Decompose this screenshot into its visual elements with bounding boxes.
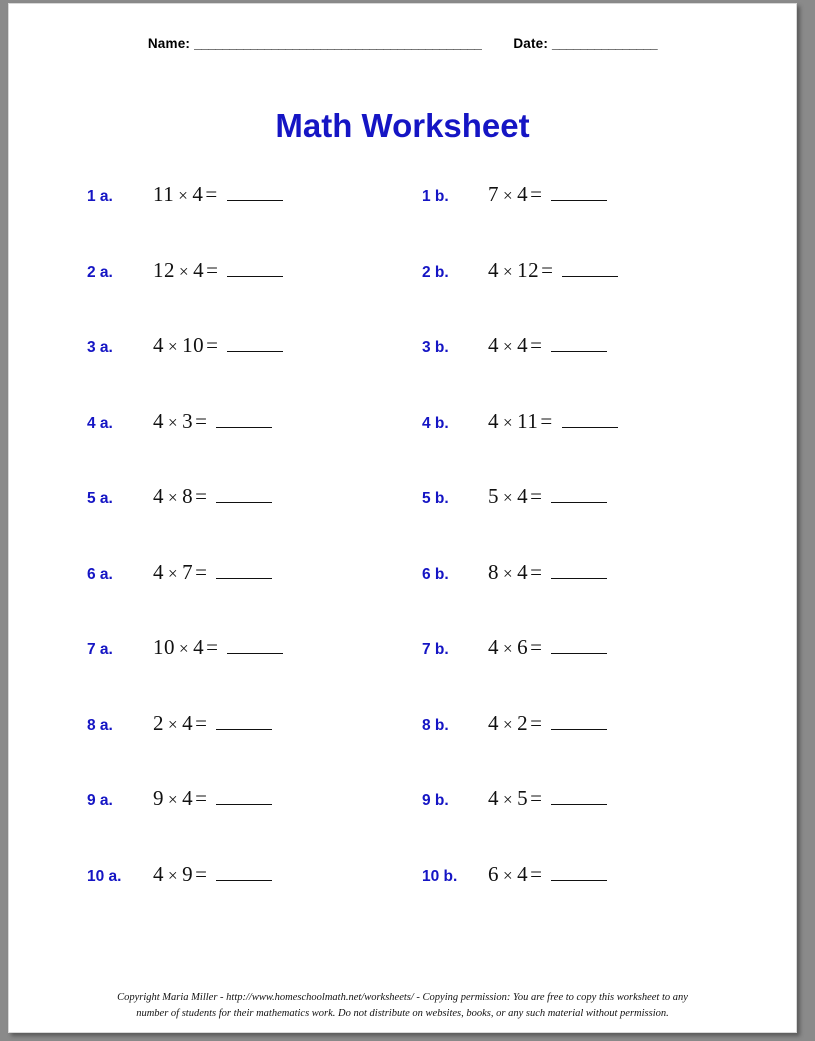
problem-label: 7 b. — [422, 641, 449, 658]
multiply-icon: × — [503, 261, 514, 281]
problem-item — [87, 409, 272, 449]
problem-item — [87, 862, 272, 902]
multiply-icon: × — [168, 865, 179, 885]
multiply-icon: × — [179, 261, 190, 281]
problem-label: 10 a. — [87, 867, 122, 885]
answer-blank[interactable] — [551, 862, 607, 881]
operand-left: 8 — [488, 559, 499, 584]
multiply-icon: × — [168, 488, 179, 507]
problem-expression — [153, 409, 272, 434]
answer-blank[interactable] — [551, 560, 607, 579]
answer-blank[interactable] — [227, 333, 283, 352]
problem-item — [422, 635, 607, 675]
problem-item — [422, 560, 607, 600]
problem-label: 4 a. — [87, 414, 113, 432]
multiply-icon: × — [503, 186, 514, 205]
problem-expression — [153, 711, 272, 736]
problem-item — [87, 786, 272, 826]
answer-blank[interactable] — [551, 484, 607, 503]
problem-label: 2 b. — [422, 263, 449, 281]
problem-row — [9, 409, 796, 485]
operand-left: 4 — [153, 408, 164, 433]
problem-label: 6 a. — [87, 565, 113, 583]
problem-item — [87, 182, 283, 222]
multiply-icon: × — [503, 488, 514, 507]
multiply-icon: × — [168, 337, 179, 356]
problem-expression — [153, 484, 272, 509]
answer-blank[interactable] — [227, 258, 283, 277]
multiply-icon: × — [503, 714, 514, 734]
operand-left: 4 — [488, 710, 499, 735]
problem-label: 3 b. — [422, 339, 449, 356]
problem-row — [9, 333, 796, 409]
problem-label: 5 a. — [87, 490, 113, 507]
answer-blank[interactable] — [227, 635, 283, 654]
multiply-icon: × — [179, 639, 190, 658]
multiply-icon: × — [503, 337, 514, 356]
operand-left: 4 — [153, 559, 164, 584]
multiply-icon: × — [168, 790, 179, 809]
problem-label: 4 b. — [422, 414, 449, 432]
multiply-icon: × — [503, 563, 514, 583]
problem-row — [9, 484, 796, 560]
copyright-line-1: Copyright Maria Miller - http://www.homeschoolmath.net/worksheets/ - Copying permission: You are free to copy this worksheet to any — [117, 992, 688, 1003]
answer-blank[interactable] — [562, 409, 618, 428]
operand-right: 4 — [517, 333, 529, 357]
operand-right: 6 — [517, 635, 529, 659]
date-input-rule[interactable]: _______________ — [552, 36, 658, 51]
name-date-row — [9, 36, 796, 51]
equals-sign: = — [540, 408, 553, 433]
operand-right: 4 — [193, 635, 205, 659]
equals-sign: = — [195, 484, 208, 508]
problem-expression — [153, 635, 283, 660]
operand-left: 4 — [488, 257, 499, 282]
problem-label: 8 b. — [422, 716, 449, 734]
operand-right: 8 — [182, 484, 194, 508]
answer-blank[interactable] — [562, 258, 618, 277]
problem-expression — [153, 258, 283, 283]
operand-left: 5 — [488, 484, 499, 508]
equals-sign: = — [206, 635, 219, 659]
operand-right: 10 — [182, 333, 205, 357]
multiply-icon: × — [168, 714, 179, 734]
problem-expression — [488, 409, 618, 434]
operand-right: 9 — [182, 861, 194, 886]
answer-blank[interactable] — [551, 333, 607, 352]
problem-expression — [153, 786, 272, 811]
problem-label: 5 b. — [422, 490, 449, 507]
operand-right: 3 — [182, 408, 194, 433]
answer-blank[interactable] — [216, 786, 272, 805]
problem-label: 8 a. — [87, 716, 113, 734]
operand-right: 4 — [517, 559, 529, 584]
problem-item — [87, 484, 272, 524]
answer-blank[interactable] — [216, 711, 272, 730]
problem-label: 2 a. — [87, 263, 113, 281]
multiply-icon: × — [503, 865, 514, 885]
problem-item — [87, 333, 283, 373]
problem-label: 1 b. — [422, 188, 449, 205]
answer-blank[interactable] — [227, 182, 283, 201]
operand-right: 4 — [182, 710, 194, 735]
problem-expression — [488, 333, 607, 358]
problem-label: 1 a. — [87, 188, 113, 205]
name-label: Name: — [147, 36, 191, 51]
operand-left: 4 — [488, 635, 499, 659]
equals-sign: = — [530, 861, 543, 886]
problem-expression — [153, 862, 272, 887]
operand-left: 9 — [153, 786, 164, 810]
operand-left: 12 — [153, 257, 175, 282]
operand-left: 4 — [153, 333, 164, 357]
problem-expression — [488, 635, 607, 660]
copyright-line-2: number of students for their mathematics work. Do not distribute on websites, books, or any such material without permission. — [136, 1008, 669, 1020]
problem-expression — [153, 333, 283, 358]
problem-label: 7 a. — [87, 641, 113, 658]
equals-sign: = — [530, 484, 543, 508]
operand-left: 4 — [488, 408, 499, 433]
problem-item — [87, 258, 283, 298]
operand-right: 4 — [192, 182, 204, 206]
problem-item — [422, 862, 607, 902]
problem-item — [422, 484, 607, 524]
problem-item — [87, 560, 272, 600]
problem-row — [9, 258, 796, 334]
multiply-icon: × — [503, 412, 514, 432]
equals-sign: = — [195, 408, 208, 433]
equals-sign: = — [205, 182, 218, 206]
operand-right: 5 — [517, 786, 529, 810]
operand-left: 11 — [153, 182, 175, 206]
equals-sign: = — [530, 635, 543, 659]
operand-right: 4 — [517, 182, 529, 206]
problem-expression — [488, 560, 607, 585]
date-label: Date: — [513, 36, 549, 51]
equals-sign: = — [206, 333, 219, 357]
problem-item — [422, 333, 607, 373]
problem-expression — [488, 862, 607, 887]
problem-label: 6 b. — [422, 565, 449, 583]
equals-sign: = — [530, 559, 543, 584]
problem-expression — [488, 711, 607, 736]
problem-expression — [153, 182, 283, 207]
multiply-icon: × — [178, 186, 189, 205]
problem-label: 9 b. — [422, 792, 449, 809]
problem-label: 3 a. — [87, 339, 113, 356]
problem-label: 9 a. — [87, 792, 113, 809]
answer-blank[interactable] — [216, 862, 272, 881]
problem-item — [422, 182, 607, 222]
problem-item — [422, 786, 607, 826]
operand-left: 4 — [488, 333, 499, 357]
operand-right: 4 — [517, 861, 529, 886]
operand-right: 4 — [193, 257, 205, 282]
problem-row — [9, 560, 796, 636]
answer-blank[interactable] — [551, 786, 607, 805]
answer-blank[interactable] — [216, 484, 272, 503]
operand-right: 4 — [182, 786, 194, 810]
problems-grid — [9, 182, 796, 937]
problem-row — [9, 182, 796, 258]
problem-item — [87, 711, 272, 751]
equals-sign: = — [530, 333, 543, 357]
operand-right: 11 — [517, 408, 539, 433]
problem-expression — [488, 484, 607, 509]
problem-row — [9, 635, 796, 711]
problem-expression — [153, 560, 272, 585]
name-input-rule[interactable]: _________________________________________ — [194, 36, 482, 51]
operand-right: 2 — [517, 710, 529, 735]
operand-left: 4 — [153, 484, 164, 508]
operand-right: 7 — [182, 559, 194, 584]
answer-blank[interactable] — [551, 711, 607, 730]
equals-sign: = — [195, 710, 208, 735]
problem-item — [422, 409, 618, 449]
equals-sign: = — [195, 861, 208, 886]
operand-right: 4 — [517, 484, 529, 508]
operand-left: 10 — [153, 635, 175, 659]
multiply-icon: × — [168, 412, 179, 432]
problem-expression — [488, 786, 607, 811]
equals-sign: = — [195, 786, 208, 810]
multiply-icon: × — [503, 639, 514, 658]
page-title: Math Worksheet — [275, 107, 530, 144]
answer-blank[interactable] — [551, 635, 607, 654]
answer-blank[interactable] — [551, 182, 607, 201]
equals-sign: = — [530, 182, 543, 206]
problem-label: 10 b. — [422, 867, 458, 885]
operand-left: 6 — [488, 861, 499, 886]
problem-item — [422, 258, 618, 298]
equals-sign: = — [530, 710, 543, 735]
problem-item — [87, 635, 283, 675]
answer-blank[interactable] — [216, 560, 272, 579]
problem-item — [422, 711, 607, 751]
worksheet-page — [8, 3, 797, 1033]
operand-left: 4 — [153, 861, 164, 886]
copyright-footer — [69, 990, 736, 1023]
equals-sign: = — [530, 786, 543, 810]
equals-sign: = — [195, 559, 208, 584]
problem-row — [9, 786, 796, 862]
problem-row — [9, 711, 796, 787]
operand-right: 12 — [517, 257, 540, 282]
problem-row — [9, 862, 796, 938]
operand-left: 2 — [153, 710, 164, 735]
multiply-icon: × — [168, 563, 179, 583]
operand-left: 4 — [488, 786, 499, 810]
problem-expression — [488, 258, 618, 283]
problem-expression — [488, 182, 607, 207]
operand-left: 7 — [488, 182, 499, 206]
answer-blank[interactable] — [216, 409, 272, 428]
multiply-icon: × — [503, 790, 514, 809]
equals-sign: = — [541, 257, 554, 282]
equals-sign: = — [206, 257, 219, 282]
